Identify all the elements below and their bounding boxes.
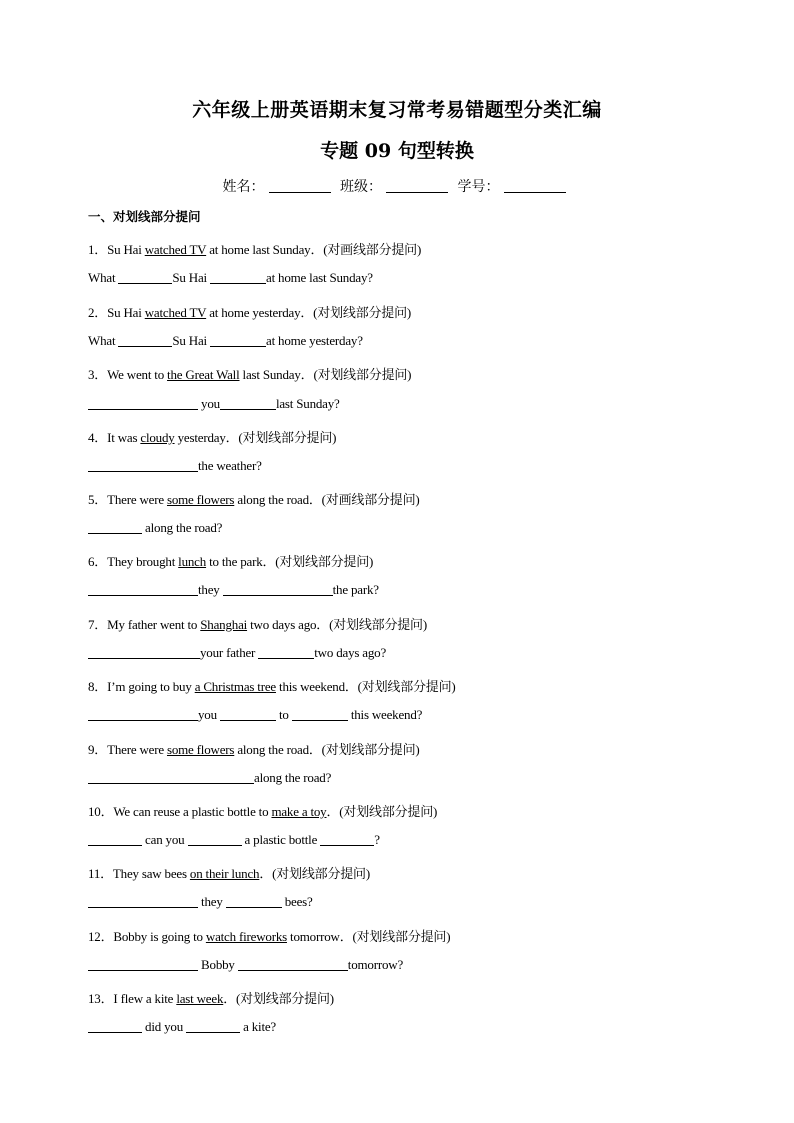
question-9: 9．There were some flowers along the road．(对划线部分提问) xyxy=(88,742,420,757)
answer-blank[interactable] xyxy=(88,894,198,908)
answer-blank[interactable] xyxy=(88,396,198,410)
question-7: 7．My father went to Shanghai two days ago．(对划线部分提问) xyxy=(88,617,427,632)
class-label: 班级： xyxy=(340,180,382,195)
question-4: 4．It was cloudy yesterday．(对划线部分提问) xyxy=(88,430,337,445)
answer-8: you to this weekend? xyxy=(88,707,422,723)
answer-blank[interactable] xyxy=(118,270,172,284)
question-1: 1．Su Hai watched TV at home last Sunday．(对画线部分提问) xyxy=(88,242,422,257)
answer-7: your father two days ago? xyxy=(88,645,386,661)
underlined-phrase: last week xyxy=(176,991,224,1006)
document-title: 六年级上册英语期末复习常考易错题型分类汇编 xyxy=(192,99,602,121)
underlined-phrase: cloudy xyxy=(140,430,175,445)
answer-blank[interactable] xyxy=(186,1019,240,1033)
name-label: 姓名： xyxy=(222,180,265,195)
answer-6: they the park? xyxy=(88,582,379,598)
answer-blank[interactable] xyxy=(88,1019,142,1033)
answer-blank[interactable] xyxy=(88,832,142,846)
question-11: 11．They saw bees on their lunch．(对划线部分提问) xyxy=(88,866,370,881)
answer-2: What Su Hai at home yesterday? xyxy=(88,333,363,348)
answer-blank[interactable] xyxy=(88,458,198,472)
answer-10: can you a plastic bottle ? xyxy=(88,832,380,848)
name-blank[interactable] xyxy=(269,178,331,193)
answer-blank[interactable] xyxy=(320,832,374,846)
underlined-phrase: on their lunch xyxy=(189,866,260,881)
answer-blank[interactable] xyxy=(88,957,198,971)
class-blank[interactable] xyxy=(386,178,448,193)
underlined-phrase: the Great Wall xyxy=(167,367,240,382)
question-6: 6．They brought lunch to the park．(对划线部分提问) xyxy=(88,554,374,569)
underlined-phrase: Shanghai xyxy=(200,617,248,632)
underlined-phrase: watch fireworks xyxy=(205,929,287,944)
answer-blank[interactable] xyxy=(258,645,314,659)
answer-5: along the road? xyxy=(88,520,222,536)
answer-blank[interactable] xyxy=(88,582,198,596)
id-blank[interactable] xyxy=(504,178,566,193)
answer-1: What Su Hai at home last Sunday? xyxy=(88,270,373,285)
underlined-phrase: make a toy xyxy=(271,804,327,819)
answer-3: you last Sunday? xyxy=(88,396,340,412)
question-12: 12．Bobby is going to watch fireworks tomorrow．(对划线部分提问) xyxy=(88,929,451,944)
answer-blank[interactable] xyxy=(118,333,172,347)
question-2: 2．Su Hai watched TV at home yesterday．(对划线部分提问) xyxy=(88,305,412,320)
document-subtitle: 专题 09 句型转换 xyxy=(320,140,474,162)
answer-blank[interactable] xyxy=(210,333,266,347)
underlined-phrase: watched TV xyxy=(144,242,207,257)
id-label: 学号： xyxy=(457,180,500,195)
answer-blank[interactable] xyxy=(220,396,276,410)
answer-blank[interactable] xyxy=(220,707,276,721)
underlined-phrase: lunch xyxy=(178,554,207,569)
answer-11: they bees? xyxy=(88,894,313,910)
question-8: 8．I’m going to buy a Christmas tree this weekend．(对划线部分提问) xyxy=(88,679,456,694)
answer-blank[interactable] xyxy=(223,582,333,596)
answer-blank[interactable] xyxy=(88,645,200,659)
answer-12: Bobby tomorrow? xyxy=(88,957,403,973)
student-info-row xyxy=(0,176,794,196)
answer-blank[interactable] xyxy=(88,707,198,721)
section-title: 一、对划线部分提问 xyxy=(88,209,201,224)
question-5: 5．There were some flowers along the road．(对画线部分提问) xyxy=(88,492,420,507)
answer-4: the weather? xyxy=(88,458,262,474)
answer-blank[interactable] xyxy=(292,707,348,721)
answer-blank[interactable] xyxy=(210,270,266,284)
underlined-phrase: some flowers xyxy=(166,742,235,757)
underlined-phrase: a Christmas tree xyxy=(194,679,276,694)
answer-9: along the road? xyxy=(88,770,331,786)
answer-blank[interactable] xyxy=(226,894,282,908)
answer-blank[interactable] xyxy=(238,957,348,971)
question-13: 13．I flew a kite last week．(对划线部分提问) xyxy=(88,991,334,1006)
underlined-phrase: some flowers xyxy=(166,492,235,507)
question-3: 3．We went to the Great Wall last Sunday．(对划线部分提问) xyxy=(88,367,412,382)
answer-blank[interactable] xyxy=(188,832,242,846)
underlined-phrase: watched TV xyxy=(144,305,207,320)
answer-blank[interactable] xyxy=(88,770,254,784)
question-10: 10．We can reuse a plastic bottle to make a toy．(对划线部分提问) xyxy=(88,804,438,819)
answer-blank[interactable] xyxy=(88,520,142,534)
answer-13: did you a kite? xyxy=(88,1019,276,1035)
